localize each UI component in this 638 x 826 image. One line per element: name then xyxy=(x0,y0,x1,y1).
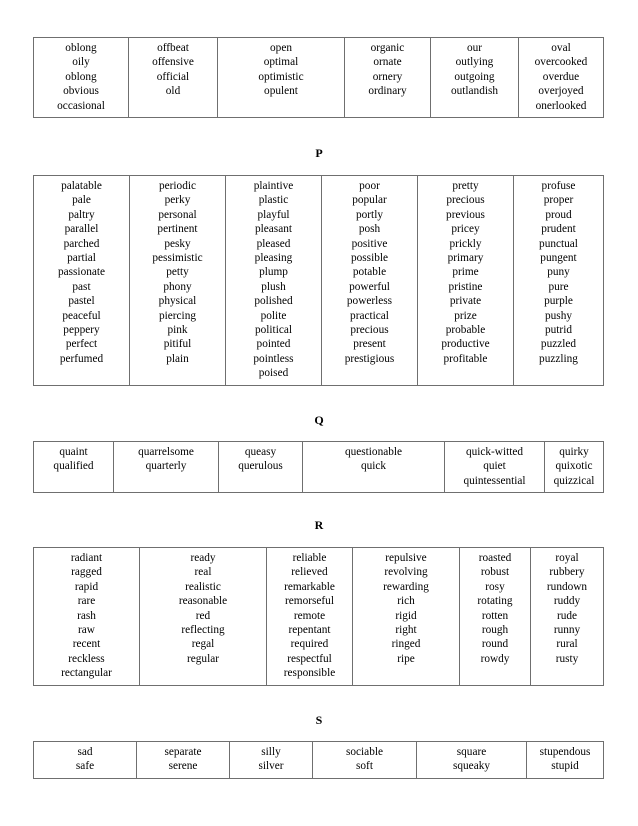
word: querulous xyxy=(238,460,283,473)
word: prickly xyxy=(449,237,482,250)
word: ruddy xyxy=(553,595,581,608)
word: ornate xyxy=(373,56,402,69)
word: pleasing xyxy=(254,252,293,265)
word: pastel xyxy=(68,295,95,308)
word: reckless xyxy=(68,652,105,665)
word: sociable xyxy=(345,746,383,758)
word: rotating xyxy=(477,595,513,608)
word: rosy xyxy=(485,580,505,593)
word: radiant xyxy=(70,552,103,564)
r-words-table xyxy=(33,547,604,686)
word: probable xyxy=(445,324,486,337)
word: profitable xyxy=(443,352,488,365)
word: proper xyxy=(543,194,574,207)
word: repentant xyxy=(288,624,331,637)
word-column xyxy=(313,742,417,779)
word: quick xyxy=(360,460,387,473)
word-column xyxy=(514,176,604,386)
word: prime xyxy=(452,266,479,279)
word: political xyxy=(254,324,293,337)
word: quizzical xyxy=(553,474,595,487)
word: pristine xyxy=(448,280,483,293)
word: playful xyxy=(257,208,290,221)
word: quintessential xyxy=(463,474,526,487)
word: optimistic xyxy=(258,70,304,83)
word: peaceful xyxy=(62,309,101,322)
word: responsible xyxy=(283,667,336,680)
word: perfect xyxy=(65,338,98,351)
word: pitiful xyxy=(163,338,192,351)
word: popular xyxy=(352,194,387,207)
word: peppery xyxy=(63,324,100,337)
word: reliable xyxy=(292,552,327,564)
word: profuse xyxy=(541,180,576,192)
word: overcooked xyxy=(534,56,588,69)
word-column xyxy=(353,548,460,686)
word: private xyxy=(449,295,482,308)
word: paltry xyxy=(68,208,95,221)
word: rewarding xyxy=(383,580,429,593)
word: overdue xyxy=(542,70,580,83)
word: purple xyxy=(544,295,573,308)
word: rough xyxy=(481,624,509,637)
word: open xyxy=(270,42,292,54)
word: poor xyxy=(359,180,380,192)
word: robust xyxy=(480,566,510,579)
word: powerful xyxy=(349,280,390,293)
word-column xyxy=(431,38,519,118)
word: previous xyxy=(446,208,485,221)
word: opulent xyxy=(264,85,298,98)
word: oblong xyxy=(65,70,97,83)
word-column xyxy=(34,548,140,686)
word: prize xyxy=(454,309,477,322)
word: prudent xyxy=(541,223,576,236)
word-column xyxy=(130,176,226,386)
word: reflecting xyxy=(181,624,225,637)
word: respectful xyxy=(287,652,332,665)
word: present xyxy=(353,338,386,351)
word: separate xyxy=(164,746,202,758)
word: putrid xyxy=(545,324,572,337)
word: roasted xyxy=(478,552,512,564)
word: phony xyxy=(163,280,192,293)
word-column xyxy=(345,38,431,118)
word-column xyxy=(519,38,604,118)
word: ready xyxy=(190,552,216,564)
word: practical xyxy=(350,309,389,322)
word: ripe xyxy=(397,652,415,665)
word: palatable xyxy=(61,180,102,192)
word: puzzled xyxy=(540,338,577,351)
word-column xyxy=(226,176,322,386)
word: regal xyxy=(191,638,215,651)
word: revolving xyxy=(384,566,428,579)
word: precious xyxy=(446,194,485,207)
word: real xyxy=(194,566,212,579)
word: organic xyxy=(370,42,405,54)
word: pricey xyxy=(451,223,480,236)
word: pleased xyxy=(256,237,291,250)
word: remarkable xyxy=(284,580,335,593)
word: rundown xyxy=(546,580,588,593)
word: plastic xyxy=(258,194,289,207)
word: rude xyxy=(556,609,578,622)
section-heading-r: R xyxy=(314,518,324,532)
word: rare xyxy=(77,595,96,608)
word-column xyxy=(418,176,514,386)
word: parched xyxy=(63,237,100,250)
word: quick-witted xyxy=(465,446,524,458)
word-column xyxy=(322,176,418,386)
word: pungent xyxy=(540,252,577,265)
word: square xyxy=(456,746,487,758)
section-heading-s: S xyxy=(315,713,323,727)
word: stupid xyxy=(551,760,579,773)
word-column xyxy=(140,548,267,686)
word: rigid xyxy=(395,609,417,622)
word: rusty xyxy=(555,652,579,665)
word: runny xyxy=(553,624,581,637)
word: periodic xyxy=(158,180,196,192)
word: round xyxy=(481,638,509,651)
word: polite xyxy=(260,309,287,322)
word: soft xyxy=(356,760,373,773)
word: silver xyxy=(258,760,284,773)
word: onerlooked xyxy=(535,99,587,112)
word: quixotic xyxy=(555,460,593,473)
word: repulsive xyxy=(385,552,427,564)
word: regular xyxy=(187,652,219,665)
word: sad xyxy=(77,746,93,758)
word: puzzling xyxy=(539,352,578,365)
word-column xyxy=(34,742,137,779)
word: ragged xyxy=(71,566,102,579)
word: polished xyxy=(254,295,293,308)
word: ordinary xyxy=(368,85,407,98)
word: personal xyxy=(158,208,197,221)
word: outlandish xyxy=(450,85,499,98)
word-column xyxy=(417,742,527,779)
s-words-table xyxy=(33,741,604,779)
word: past xyxy=(72,280,91,293)
word-column xyxy=(527,742,604,779)
word-column xyxy=(218,38,345,118)
word: rubbery xyxy=(549,566,585,579)
word: outlying xyxy=(455,56,494,69)
word: precious xyxy=(350,324,389,337)
word: queasy xyxy=(244,446,277,458)
word: offensive xyxy=(152,56,194,69)
word: ringed xyxy=(391,638,421,651)
word: passionate xyxy=(57,266,106,279)
word: ornery xyxy=(372,70,403,83)
word: pleasant xyxy=(254,223,292,236)
word: perky xyxy=(164,194,191,207)
word: parallel xyxy=(64,223,99,236)
word-column xyxy=(114,442,219,493)
word: pointed xyxy=(256,338,291,351)
word: piercing xyxy=(158,309,196,322)
word: plush xyxy=(261,280,286,293)
word: squeaky xyxy=(452,760,491,773)
word-column xyxy=(267,548,353,686)
word: portly xyxy=(356,208,383,221)
word: pessimistic xyxy=(152,252,203,265)
word-column xyxy=(545,442,604,493)
word: right xyxy=(395,624,417,637)
word-column xyxy=(219,442,303,493)
word: occasional xyxy=(57,99,105,112)
word: serene xyxy=(168,760,198,773)
word: stupendous xyxy=(539,746,591,758)
word: posh xyxy=(358,223,381,236)
word-column xyxy=(34,442,114,493)
word: plump xyxy=(259,266,288,279)
word: pink xyxy=(167,324,188,337)
word: quarterly xyxy=(145,460,187,473)
word: quiet xyxy=(483,460,506,473)
word: proud xyxy=(545,208,572,221)
word: oval xyxy=(551,42,571,54)
word: required xyxy=(290,638,329,651)
word: pertinent xyxy=(157,223,198,236)
word: puny xyxy=(547,266,570,279)
word: primary xyxy=(447,252,484,265)
word: rotten xyxy=(481,609,509,622)
p-words-table xyxy=(33,175,604,386)
q-words-table xyxy=(33,441,604,493)
word: raw xyxy=(78,624,95,637)
word: quarrelsome xyxy=(138,446,194,458)
word: outgoing xyxy=(454,70,495,83)
word: questionable xyxy=(344,446,403,458)
word: royal xyxy=(555,552,579,564)
word-column xyxy=(460,548,531,686)
section-heading-p: P xyxy=(315,146,323,160)
word: rash xyxy=(77,609,96,622)
word: powerless xyxy=(346,295,393,308)
word: pretty xyxy=(452,180,479,192)
word-column xyxy=(303,442,445,493)
word: poised xyxy=(258,367,289,380)
word: rapid xyxy=(74,580,99,593)
word: rowdy xyxy=(480,652,510,665)
word-column xyxy=(445,442,545,493)
word: pale xyxy=(72,194,91,207)
word: silly xyxy=(261,746,281,758)
word: physical xyxy=(158,295,197,308)
word: red xyxy=(195,609,211,622)
word: qualified xyxy=(53,460,94,473)
word: optimal xyxy=(263,56,299,69)
word: perfumed xyxy=(59,352,104,365)
word: overjoyed xyxy=(538,85,584,98)
word-column xyxy=(129,38,218,118)
word: pointless xyxy=(253,352,294,365)
word: official xyxy=(156,70,190,83)
word: plaintive xyxy=(253,180,294,192)
word: remote xyxy=(293,609,326,622)
word: rich xyxy=(397,595,415,608)
word: punctual xyxy=(539,237,578,250)
word: rural xyxy=(556,638,578,651)
word: oblong xyxy=(65,42,97,54)
word: quaint xyxy=(59,446,88,458)
word: prestigious xyxy=(344,352,395,365)
word: offbeat xyxy=(157,42,189,54)
word: remorseful xyxy=(285,595,334,608)
word: old xyxy=(165,85,181,98)
o-words-table xyxy=(33,37,604,118)
word: partial xyxy=(67,252,96,265)
word: productive xyxy=(441,338,490,351)
word: safe xyxy=(75,760,95,773)
word-column xyxy=(34,176,130,386)
word: realistic xyxy=(185,580,221,593)
word: reasonable xyxy=(178,595,228,608)
word: oily xyxy=(72,56,90,69)
word: potable xyxy=(352,266,387,279)
word-column xyxy=(137,742,230,779)
word: recent xyxy=(72,638,101,651)
word-column xyxy=(34,38,129,118)
word: positive xyxy=(351,237,388,250)
word: quirky xyxy=(559,446,589,458)
word-column xyxy=(230,742,313,779)
word: plain xyxy=(166,352,189,365)
word: pesky xyxy=(164,237,191,250)
word-column xyxy=(531,548,604,686)
word: pushy xyxy=(545,309,572,322)
word: rectangular xyxy=(61,667,112,680)
word: relieved xyxy=(291,566,328,579)
word: obvious xyxy=(63,85,99,98)
word: our xyxy=(466,42,483,54)
section-heading-q: Q xyxy=(314,413,324,427)
word: petty xyxy=(166,266,189,279)
word: possible xyxy=(350,252,389,265)
word: pure xyxy=(548,280,569,293)
